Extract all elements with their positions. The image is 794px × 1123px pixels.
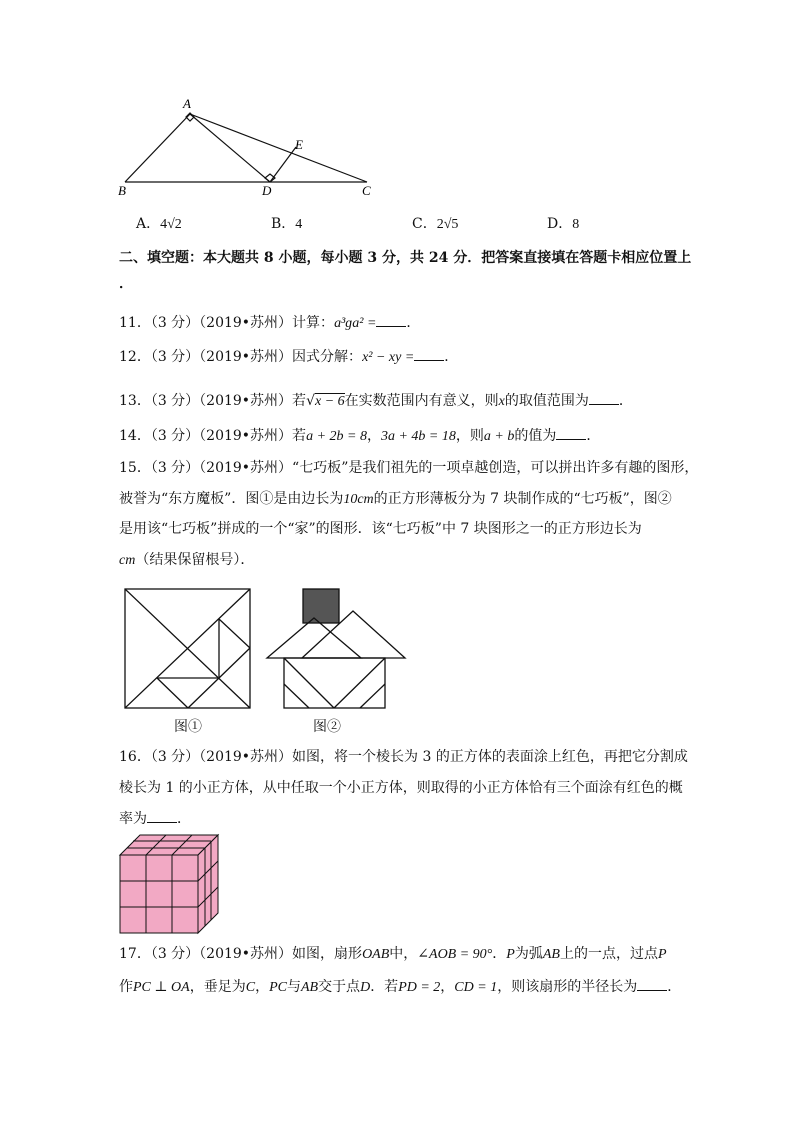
question-15-line1: 15．（3 分）（2019•苏州）“七巧板”是我们祖先的一项卓越创造，可以拼出许多有趣的图形， [119, 460, 699, 476]
section-heading-tail: ． [119, 276, 133, 292]
question-14: 14．（3 分）（2019•苏州）若a + 2b = 8，3a + 4b = 18，则a + b的值为 ． [119, 425, 600, 447]
cube-figure [118, 833, 222, 935]
sqrt-icon: √ [306, 393, 315, 409]
option-b: B．4 [271, 216, 303, 232]
tangram-square-figure [122, 586, 254, 712]
figure-1-caption: 图① [174, 719, 202, 735]
option-c: C．2√5 [412, 216, 459, 232]
option-d: D．8 [547, 216, 580, 232]
question-17-line1: 17．（3 分）（2019•苏州）如图，扇形OAB中，∠AOB = 90°．P为弧AB上的一点，过点P [119, 946, 667, 962]
figure-2-caption: 图② [313, 719, 341, 735]
question-15-line4: cm（结果保留根号）． [119, 552, 255, 568]
label-b: B [118, 183, 126, 198]
question-13: 13．（3 分）（2019•苏州）若√x − 6在实数范围内有意义，则x的取值范围为 ． [119, 390, 633, 412]
tangram-house-figure [264, 586, 410, 712]
label-d: D [262, 183, 272, 198]
question-16-line1: 16．（3 分）（2019•苏州）如图，将一个棱长为 3 的正方体的表面涂上红色，再把它分割成 [119, 749, 688, 765]
option-a: A．4√2 [136, 216, 182, 232]
question-11: 11．（3 分）（2019•苏州）计算：a³ɡa² = ． [119, 312, 420, 334]
question-16-line3: 率为 ． [119, 808, 191, 829]
label-a: A [183, 96, 191, 111]
label-e: E [295, 137, 303, 152]
question-15-line3: 是用该“七巧板”拼成的一个“家”的图形．该“七巧板”中 7 块图形之一的正方形边长为 [119, 521, 642, 537]
triangle-figure [110, 92, 390, 202]
label-c: C [362, 183, 371, 198]
question-16-line2: 棱长为 1 的小正方体，从中任取一个小正方体，则取得的小正方体恰有三个面涂有红色的概 [119, 780, 683, 796]
question-15-line2: 被誉为“东方魔板”．图①是由边长为10cm的正方形薄板分为 7 块制作成的“七巧板”，图② [119, 491, 672, 507]
question-12: 12．（3 分）（2019•苏州）因式分解：x² − xy = ． [119, 346, 458, 368]
question-17-line2: 作PC ⊥ OA，垂足为C，PC与AB交于点D．若PD = 2，CD = 1，则该扇形的半径长为 ． [119, 976, 681, 998]
section-heading: 二、填空题：本大题共 8 小题，每小题 3 分，共 24 分．把答案直接填在答题卡相应位置上 [119, 250, 692, 266]
